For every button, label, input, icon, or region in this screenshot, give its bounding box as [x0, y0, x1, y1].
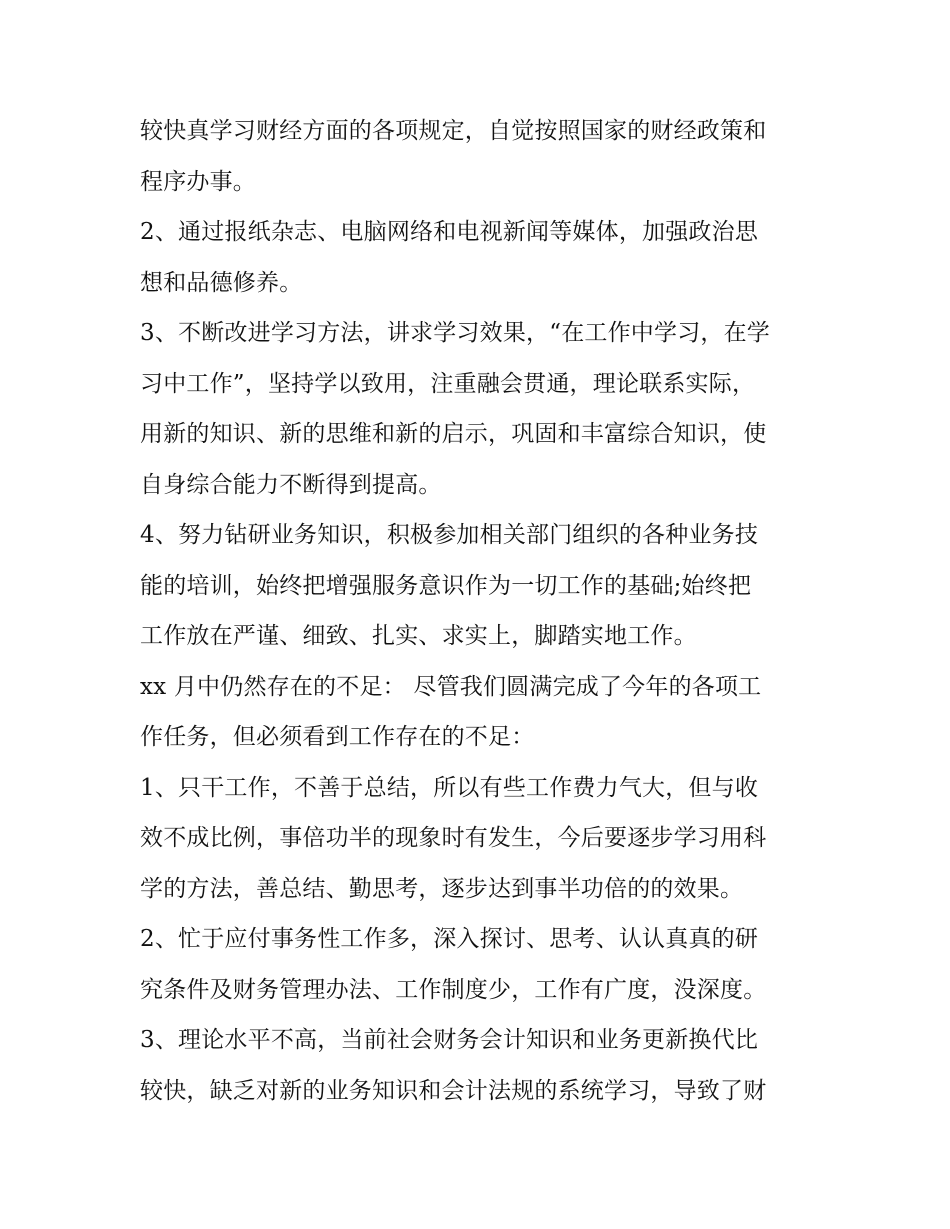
text-line: 究条件及财务管理办法、工作制度少，工作有广度，没深度。 — [140, 976, 767, 1003]
document-body — [140, 106, 820, 1116]
text-line: 用新的知识、新的思维和新的启示，巩固和丰富综合知识，使 — [140, 421, 767, 447]
text-line: 作任务，但必须看到工作存在的不足： — [140, 724, 535, 750]
text-line: 想和品德修养。 — [140, 269, 303, 296]
text-line: 能的培训，始终把增强服务意识作为一切工作的基础;始终把 — [140, 572, 752, 599]
text-line: 学的方法，善总结、勤思考，逐步达到事半功倍的的效果。 — [140, 875, 744, 902]
text-line: 习中工作”，坚持学以致用，注重融会贯通，理论联系实际， — [140, 370, 756, 397]
text-line: 程序办事。 — [140, 168, 256, 195]
text-line: 2、通过报纸杂志、电脑网络和电视新闻等媒体，加强政治思 — [140, 219, 759, 245]
text-line: 2、忙于应付事务性工作多，深入探讨、思考、认认真真的研 — [140, 926, 759, 952]
text-line: 较快真学习财经方面的各项规定，自觉按照国家的财经政策和 — [140, 118, 767, 144]
text-line: 工作放在严谨、细致、扎实、求实上，脚踏实地工作。 — [140, 623, 697, 649]
text-line: 效不成比例，事倍功半的现象时有发生，今后要逐步学习用科 — [140, 825, 767, 851]
text-line: xx 月中仍然存在的不足： 尽管我们圆满完成了今年的各项工 — [140, 673, 762, 700]
text-line: 4、努力钻研业务知识，积极参加相关部门组织的各种业务技 — [140, 522, 759, 548]
text-line: 自身综合能力不断得到提高。 — [140, 471, 442, 498]
text-line: 1、只干工作，不善于总结，所以有些工作费力气大，但与收 — [140, 774, 759, 801]
text-line: 3、不断改进学习方法，讲求学习效果，“在工作中学习，在学 — [140, 320, 770, 346]
text-line: 3、理论水平不高，当前社会财务会计知识和业务更新换代比 — [140, 1027, 759, 1053]
text-line: 较快，缺乏对新的业务知识和会计法规的系统学习，导致了财 — [140, 1077, 767, 1104]
